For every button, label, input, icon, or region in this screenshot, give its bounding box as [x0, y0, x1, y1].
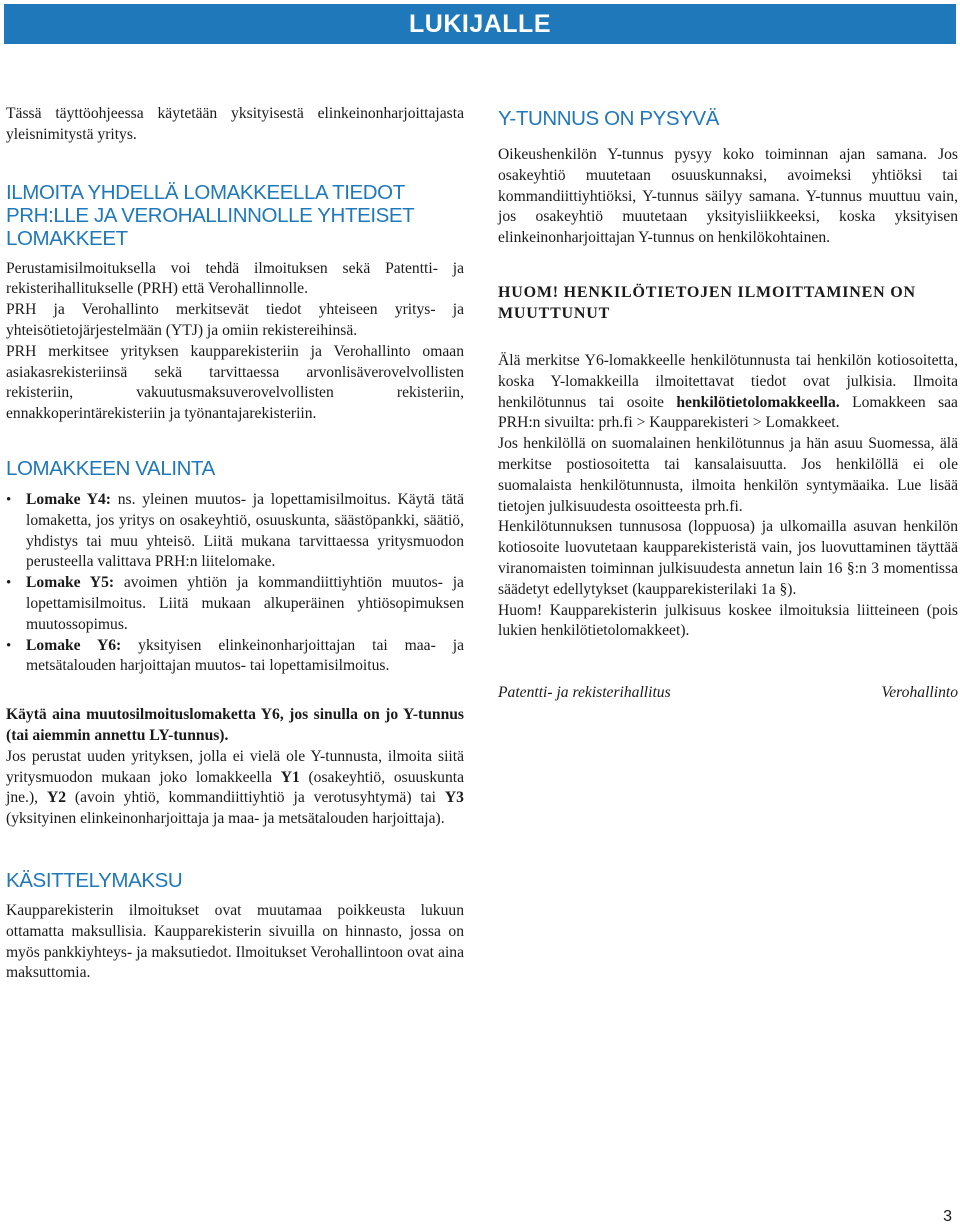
- notice-y3: Y3: [444, 789, 464, 807]
- section-heading-kasittelymaksu: KÄSITTELYMAKSU: [6, 868, 183, 892]
- paragraph-y-tunnus: Oikeushenkilön Y-tunnus pysyy koko toiminnan ajan samana. Jos osakeyhtiö muutetaan osuuskunnaksi, avoimeksi yhtiöksi tai kommandiittiyhtiöksi, Y-tunnus säilyy samana. Y-tunnus muuttuu vain, jos osakeyhtiö muutetaan yksityisliikkeeksi, koska yksityisen elinkeinonharjoittajan Y-tunnus on henkilökohtainen.: [498, 146, 958, 247]
- paragraph-perustamisilmoitus: Perustamisilmoituksella voi tehdä ilmoituksen sekä Patentti- ja rekisterihallitukselle (PRH) että Verohallinnolle.: [6, 259, 464, 298]
- right-column: [498, 104, 958, 702]
- form-label-y5: Lomake Y5:: [26, 574, 115, 592]
- section-heading-y-tunnus: Y-TUNNUS ON PYSYVÄ: [498, 107, 720, 130]
- list-item-y5: [26, 573, 464, 635]
- form-desc-y4: ns. yleinen muutos- ja lopettamisilmoitus. Käytä tätä lomaketta, jos yritys on osakeyhtiö, osuuskunta, säästöpankki, säätiö, yhdistys tai muu yhteisö. Liitä mukana tarvittaessa yritysmuodon perusteella valittava PRH:n liitelomake.: [26, 490, 464, 571]
- list-item-y4: [26, 490, 464, 573]
- section-heading-huom: HUOM! HENKILÖTIETOJEN ILMOITTAMINEN ON MUUTTUNUT: [498, 283, 916, 322]
- notice-text-4: (yksityinen elinkeinonharjoittaja ja maa- ja metsätalouden harjoittaja).: [6, 810, 445, 828]
- signature-row: [498, 684, 958, 702]
- notice-paragraph: [6, 747, 464, 830]
- notice-text-1: Jos perustat uuden yrityksen, jolla ei vielä ole Y-tunnusta, ilmoita siitä yritysmuodon mukaan joko lomakkeella: [6, 747, 464, 786]
- section-heading-lomakkeen-valinta: LOMAKKEEN VALINTA: [6, 456, 215, 480]
- signature-prh: Patentti- ja rekisterihallitus: [498, 684, 671, 702]
- notice-text-3: (avoin yhtiö, kommandiittiyhtiö ja verotusyhtymä) tai: [66, 789, 445, 807]
- form-desc-y5: avoimen yhtiön ja kommandiittiyhtiön muutos- ja lopettamisilmoitus. Liitä mukaan alkuperäinen yhtiösopimuksen muutossopimus.: [26, 574, 464, 633]
- form-label-y6: Lomake Y6:: [26, 636, 122, 654]
- left-column: [6, 104, 464, 984]
- form-label-y4: Lomake Y4:: [26, 490, 111, 508]
- header-banner: [4, 4, 956, 44]
- paragraph-kasittelymaksu: Kaupparekisterin ilmoitukset ovat muutamaa poikkeusta lukuun ottamatta maksullisia. Kaupparekisterin sivuilla on hinnasto, jossa on myös pankkiyhteys- ja maksutiedot. Ilmoitukset Verohallintoon ovat aina maksuttomia.: [6, 901, 464, 982]
- form-desc-y6: yksityisen elinkeinonharjoittajan tai maa- ja metsätalouden harjoittajan muutos- tai lopettamisilmoitus.: [26, 636, 464, 675]
- page-title: LUKIJALLE: [409, 10, 551, 38]
- paragraph-huom-julkisuus: Huom! Kaupparekisterin julkisuus koskee ilmoituksia liitteineen (pois lukien henkilötietolomakkeet).: [498, 601, 958, 640]
- signature-verohallinto: Verohallinto: [881, 684, 958, 702]
- page-number: 3: [943, 1208, 952, 1225]
- paragraph-tunnusosa: Henkilötunnuksen tunnusosa (loppuosa) ja ulkomailla asuvan henkilön kotiosoite luovutetaan kaupparekisteristä vain, jos luovuttaminen täyttää viranomaisten toiminnan julkisuudesta annetun lain 16 §:n 3 momentissa säädetyt edellytykset (kaupparekisterilaki 1a §).: [498, 518, 958, 598]
- notice-bold: Käytä aina muutosilmoituslomaketta Y6, jos sinulla on jo Y-tunnus (tai aiemmin annettu LY-tunnus).: [6, 706, 464, 744]
- henkilotiedot-text-2: Lomakkeen saa PRH:n sivuilta: prh.fi > Kaupparekisteri > Lomakkeet.: [498, 393, 958, 432]
- paragraph-rekisterit: PRH merkitsee yrityksen kaupparekisteriin ja Verohallinto omaan asiakasrekisteriinsä sekä tarvittaessa arvonlisäverovelvollisten rekisteriin, vakuutusmaksuverovelvollisten rekisteriin, ennakkoperintärekisteriin ja työnantajarekisteriin.: [6, 342, 464, 423]
- form-list: [6, 490, 464, 677]
- list-item-y6: [26, 636, 464, 678]
- paragraph-henkilotunnus: Jos henkilöllä on suomalainen henkilötunnus ja hän asuu Suomessa, älä merkitse postiosoitetta tai kansalaisuutta. Jos henkilöllä ei ole suomalaista henkilötunnusta, ilmoita henkilön syntymäaika. Lue lisää tietojen julkisuudesta osoitteesta prh.fi.: [498, 435, 958, 515]
- henkilotiedot-bold: henkilötietolomakkeella.: [676, 393, 840, 411]
- paragraph-henkilotiedot: [498, 351, 958, 434]
- notice-y1: Y1: [280, 768, 300, 786]
- section-heading-ilmoita: ILMOITA YHDELLÄ LOMAKKEELLA TIEDOT PRH:LLE JA VEROHALLINNOLLE YHTEISET LOMAKKEET: [6, 180, 414, 250]
- henkilotiedot-text-1: Älä merkitse Y6-lomakkeelle henkilötunnusta tai henkilön kotiosoitetta, koska Y-lomakkeilla ilmoitettavat tiedot ovat julkisia. Ilmoita henkilötunnus tai osoite: [498, 351, 958, 411]
- paragraph-ytj: PRH ja Verohallinto merkitsevät tiedot yhteiseen yritys- ja yhteisötietojärjestelmään (YTJ) ja omiin rekistereihinsä.: [6, 301, 464, 339]
- notice-y2: Y2: [46, 789, 67, 807]
- intro-paragraph: Tässä täyttöohjeessa käytetään yksityisestä elinkeinonharjoittajasta yleisnimitystä yritys.: [6, 105, 464, 143]
- notice-text-2: (osakeyhtiö, osuuskunta jne.),: [6, 768, 465, 807]
